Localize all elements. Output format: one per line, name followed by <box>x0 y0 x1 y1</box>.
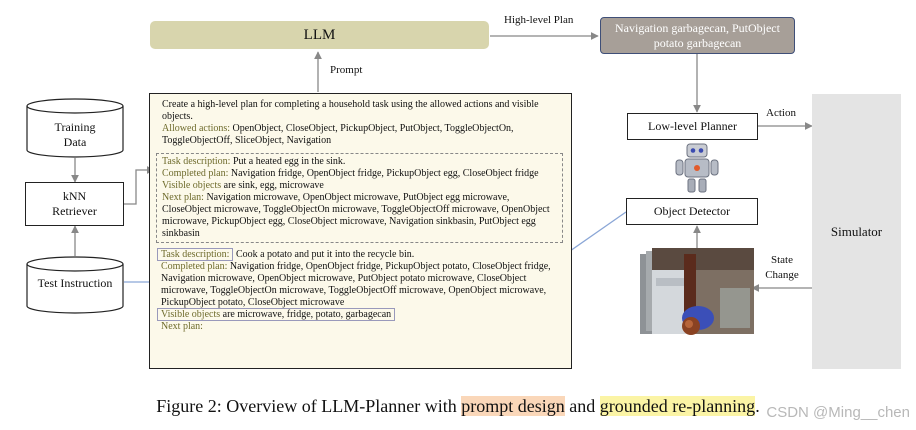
llm-node: LLM <box>150 21 489 49</box>
high-level-plan-label: High-level Plan <box>504 14 574 26</box>
example-completed-label: Completed plan: <box>162 168 229 179</box>
caption-and: and <box>564 396 600 416</box>
allowed-actions <box>162 123 563 147</box>
prompt-intro: Create a high-level plan for completing a household task using the allowed actions and visible objects. <box>162 99 539 122</box>
training-data-label: Training Data <box>54 120 96 149</box>
query-task-text: Cook a potato and put it into the recycle bin. <box>233 249 415 260</box>
example-task-label: Task description: <box>162 156 231 167</box>
allowed-actions-text: OpenObject, CloseObject, PickupObject, PutObject, ToggleObjectOn, ToggleObjectOff, SliceObject, Navigation <box>162 123 514 146</box>
query-completed-label: Completed plan: <box>161 261 228 272</box>
query-visible-box <box>157 308 395 321</box>
robot-icon <box>673 142 721 198</box>
test-instruction-label: Test Instruction <box>37 276 113 290</box>
test-instruction-cylinder <box>26 256 124 314</box>
simulator-observation-image <box>640 248 755 336</box>
example-task-text: Put a heated egg in the sink. <box>230 156 346 167</box>
caption-prefix: Figure 2: Overview of LLM-Planner with <box>156 396 462 416</box>
example-next-text: Navigation microwave, OpenObject microwave, PutObject egg microwave, CloseObject microwave, ToggleObjectOn microwave, ToggleObjectOff microwave, OpenObject microwave, PickupObject egg, CloseObject microwave, Navigation sinkbasin, PutObject egg sinkbasin <box>162 192 550 239</box>
simulator-node: Simulator <box>812 94 901 369</box>
low-level-planner-node: Low-level Planner <box>627 113 758 140</box>
query-task-label: Task description: <box>157 248 233 261</box>
query-visible-text: are microwave, fridge, potato, garbagecan <box>220 309 392 320</box>
prompt-panel <box>149 93 572 369</box>
caption-period: . <box>755 396 760 416</box>
query-visible-label: Visible objects <box>161 309 221 320</box>
example-visible-label: Visible objects <box>162 180 222 191</box>
allowed-actions-label: Allowed actions: <box>162 123 231 134</box>
state-change-label: State Change <box>765 254 799 281</box>
training-data-cylinder <box>26 98 124 158</box>
in-context-example <box>156 153 563 243</box>
knn-retriever-node: kNN Retriever <box>25 182 124 226</box>
prompt-label: Prompt <box>330 64 363 76</box>
example-next-label: Next plan: <box>162 192 204 203</box>
caption-grounded-replanning: grounded re-planning <box>599 396 756 416</box>
query-next-label: Next plan: <box>161 321 203 332</box>
query-example <box>156 249 563 333</box>
watermark: CSDN @Ming__chen <box>766 404 910 421</box>
action-label: Action <box>766 107 796 119</box>
object-detector-node: Object Detector <box>626 198 758 225</box>
caption-prompt-design: prompt design <box>461 396 565 416</box>
query-completed-text: Navigation fridge, OpenObject fridge, PickupObject potato, CloseObject fridge, Navigation microwave, OpenObject microwave, PutObject potato microwave, CloseObject microwave, ToggleObjectOn microwave, ToggleObjectOff microwave, OpenObject microwave, PickupObject potato, CloseObject microwave <box>161 261 551 308</box>
example-visible-text: are sink, egg, microwave <box>221 180 324 191</box>
high-level-plan-node: Navigation garbagecan, PutObject potato garbagecan <box>600 17 795 54</box>
example-completed-text: Navigation fridge, OpenObject fridge, PickupObject egg, CloseObject fridge <box>228 168 539 179</box>
